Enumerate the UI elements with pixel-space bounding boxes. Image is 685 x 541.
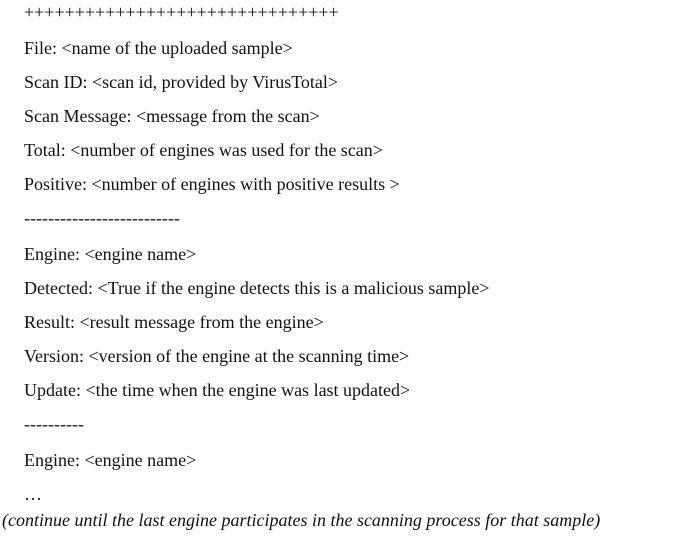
engine-version-line: Version: <version of the engine at the scanning time> [24, 346, 410, 366]
summary-scan-id-line: Scan ID: <scan id, provided by VirusTotal> [24, 72, 339, 92]
summary-total-line: Total: <number of engines was used for the scan> [24, 140, 383, 160]
summary-scan-message-line: Scan Message: <message from the scan> [24, 106, 320, 126]
next-engine-line: Engine: <engine name> [24, 450, 197, 470]
short-separator: ---------- [24, 414, 84, 434]
engine-result-line: Result: <result message from the engine> [24, 312, 324, 332]
continuation-footnote: (continue until the last engine participates in the scanning process for that sample) [2, 510, 601, 530]
summary-file-line: File: <name of the uploaded sample> [24, 38, 293, 58]
plus-rule: +++++++++++++++++++++++++++++++ [24, 2, 339, 22]
engine-name-line: Engine: <engine name> [24, 244, 197, 264]
engine-detected-line: Detected: <True if the engine detects this is a malicious sample> [24, 278, 490, 298]
engine-update-line: Update: <the time when the engine was last updated> [24, 380, 411, 400]
ellipsis: … [24, 484, 42, 504]
summary-positive-line: Positive: <number of engines with positive results > [24, 174, 400, 194]
long-separator: -------------------------- [24, 208, 180, 228]
